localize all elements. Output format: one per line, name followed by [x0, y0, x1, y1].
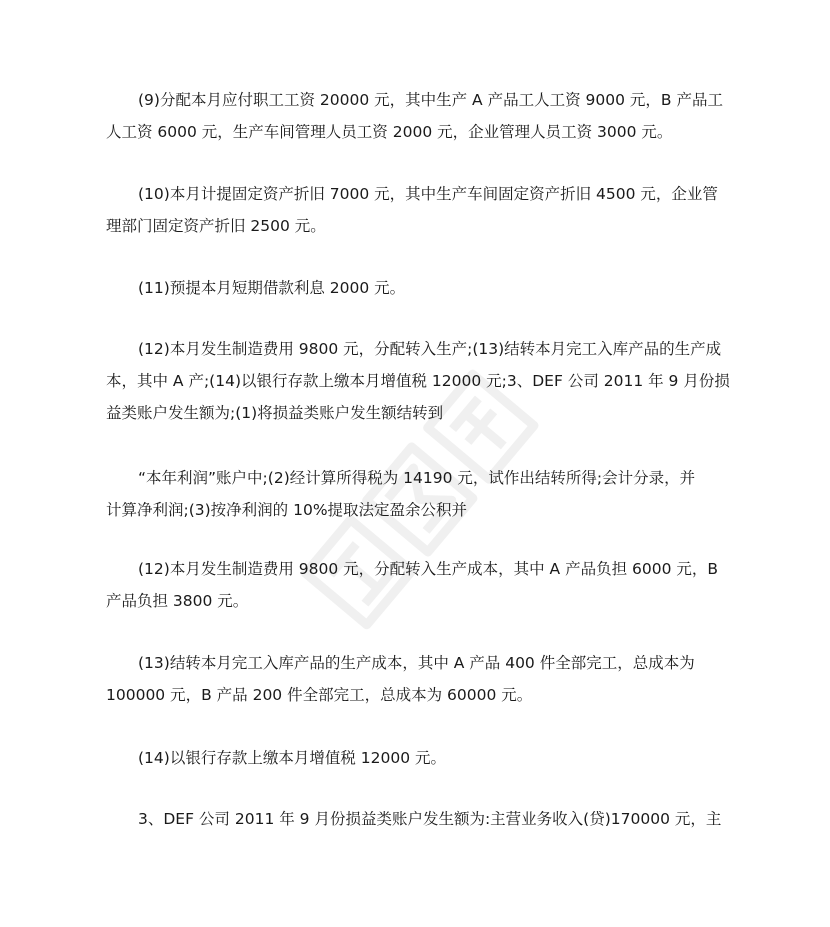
paragraph-line: 3、DEF 公司 2011 年 9 月份损益类账户发生额为:主营业务收入(贷)170000 元，主: [138, 810, 722, 828]
paragraph-9: [106, 84, 726, 148]
paragraph-line: 产品负担 3800 元。: [106, 592, 249, 610]
paragraph-line: “本年利润”账户中;(2)经计算所得税为 14190 元，试作出结转所得;会计分录，并: [138, 469, 696, 487]
paragraph-line: (14)以银行存款上缴本月增值税 12000 元。: [138, 749, 446, 767]
paragraph-13: [106, 647, 726, 711]
paragraph-11: [106, 272, 726, 304]
paragraph-line: (13)结转本月完工入库产品的生产成本，其中 A 产品 400 件全部完工，总成本为: [138, 654, 695, 672]
paragraph-line: (9)分配本月应付职工工资 20000 元，其中生产 A 产品工人工资 9000 元，B 产品工: [138, 91, 723, 109]
paragraph-line: (11)预提本月短期借款利息 2000 元。: [138, 279, 406, 297]
paragraph-14: [106, 742, 726, 774]
paragraph-12-summary: [106, 333, 730, 429]
paragraph-line: 本，其中 A 产;(14)以银行存款上缴本月增值税 12000 元;3、DEF 公司 2011 年 9 月份损: [106, 372, 730, 390]
paragraph-line: (12)本月发生制造费用 9800 元，分配转入生产;(13)结转本月完工入库产品的生产成: [138, 340, 722, 358]
paragraph-3-def: [106, 803, 726, 835]
paragraph-12: [106, 553, 726, 617]
paragraph-profit-transfer: [106, 462, 726, 526]
paragraph-line: 理部门固定资产折旧 2500 元。: [106, 217, 326, 235]
paragraph-10: [106, 178, 726, 242]
paragraph-line: 益类账户发生额为;(1)将损益类账户发生额结转到: [106, 404, 444, 422]
paragraph-line: (10)本月计提固定资产折旧 7000 元，其中生产车间固定资产折旧 4500 元，企业管: [138, 185, 718, 203]
paragraph-line: 100000 元，B 产品 200 件全部完工，总成本为 60000 元。: [106, 686, 533, 704]
paragraph-line: 计算净利润;(3)按净利润的 10%提取法定盈余公积并: [106, 501, 468, 519]
paragraph-line: (12)本月发生制造费用 9800 元，分配转入生产成本，其中 A 产品负担 6000 元，B: [138, 560, 719, 578]
paragraph-line: 人工资 6000 元，生产车间管理人员工资 2000 元，企业管理人员工资 3000 元。: [106, 123, 673, 141]
